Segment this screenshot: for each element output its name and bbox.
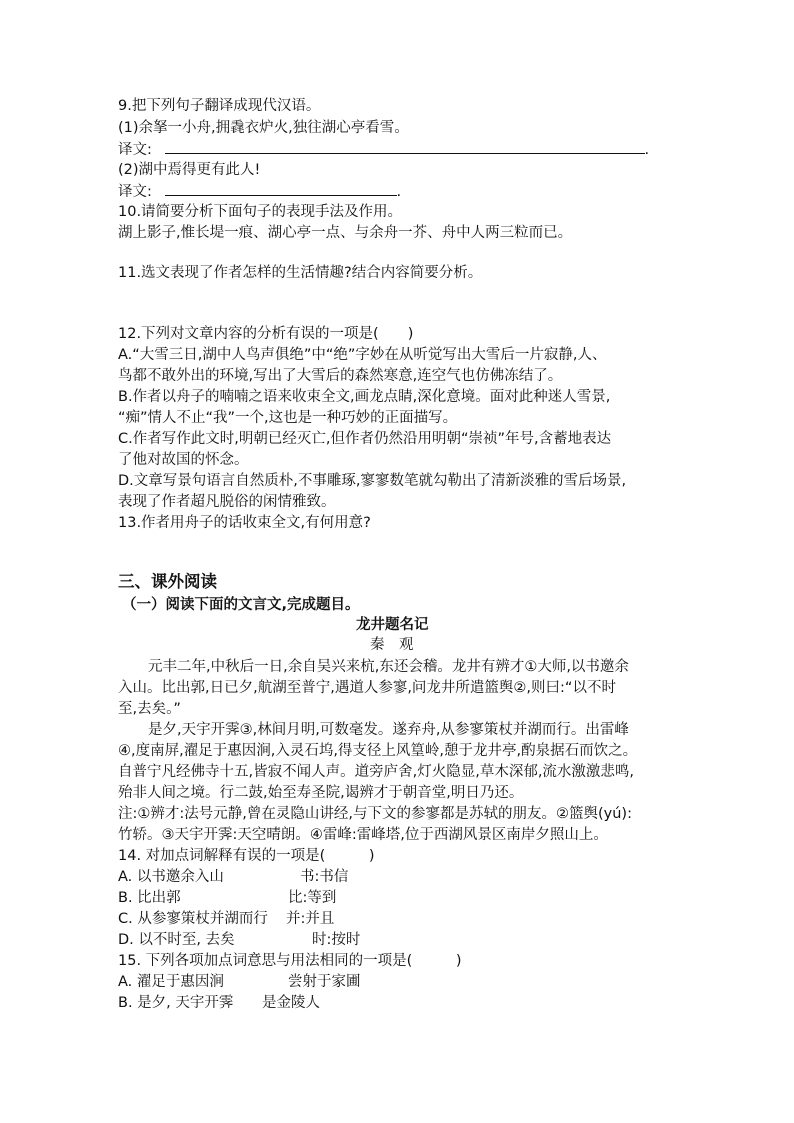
translate-end: .	[396, 184, 402, 200]
q14-option-a-gloss: 书:书信	[300, 869, 349, 885]
q15-option-a-pair: 尝射于家圃	[288, 974, 361, 990]
q15-option-b: B. 是夕, 天宇开霁	[118, 995, 234, 1011]
passage-p1-line1: 元丰二年,中秋后一日,余自吴兴来杭,东还会稽。龙井有辨才①大师,以书邀余	[148, 659, 629, 675]
passage-note-line1: 注:①辨才:法号元静,曾在灵隐山讲经,与下文的参寥都是苏轼的朋友。②篮舆(yú):	[118, 806, 632, 822]
q15-option-b-pair: 是金陵人	[262, 995, 320, 1011]
q14-option-c: C. 从参寥策杖并湖而行	[118, 911, 268, 927]
q14-option-b: B. 比出郭	[118, 890, 181, 906]
q12-option-a-cont: 鸟都不敢外出的环境,写出了大雪后的森然寒意,连空气也仿佛冻结了。	[118, 368, 563, 384]
passage-p1-line3: 至,去矣。”	[118, 701, 181, 717]
q14-option-b-gloss: 比:等到	[288, 890, 337, 906]
section-heading: 三、课外阅读	[118, 572, 217, 591]
translate-end: .	[644, 142, 650, 158]
q12-option-d: D.文章写景句语言自然质朴,不事雕琢,寥寥数笔就勾勒出了清新淡雅的雪后场景,	[118, 473, 627, 489]
passage-note-line2: 竹轿。③天宇开霁:天空晴朗。④雷峰:雷峰塔,位于西湖风景区南岸夕照山上。	[118, 827, 608, 843]
translate-label: 译文:	[118, 184, 152, 200]
q9-stem: 9.把下列句子翻译成现代汉语。	[118, 98, 321, 114]
q9-item1: (1)余拏一小舟,拥毳衣炉火,独往湖心亭看雪。	[118, 120, 409, 136]
answer-blank[interactable]	[165, 181, 397, 196]
q9-translate1	[118, 139, 649, 160]
q14-option-a: A. 以书邀余入山	[118, 869, 224, 885]
q12-option-a: A.“大雪三日,湖中人鸟声俱绝”中“绝”字妙在从听觉写出大雪后一片寂静,人、	[118, 347, 607, 363]
q15-option-a: A. 濯足于惠因涧	[118, 974, 224, 990]
q14-option-d: D. 以不时至, 去矣	[118, 932, 235, 948]
q12-option-c: C.作者写作此文时,明朝已经灭亡,但作者仍然沿用明朝“崇祯”年号,含蓄地表达	[118, 431, 612, 447]
answer-blank[interactable]	[165, 139, 645, 154]
q14-option-c-gloss: 并:并且	[286, 911, 335, 927]
q12-option-c-cont: 了他对故国的怀念。	[118, 452, 249, 468]
q12-option-b-cont: “痴”情人不止“我”一个,这也是一种巧妙的正面描写。	[118, 410, 458, 426]
q14-option-d-gloss: 时:按时	[312, 932, 361, 948]
q9-item2: (2)湖中焉得更有此人!	[118, 162, 261, 178]
q11-stem: 11.选文表现了作者怎样的生活情趣?结合内容简要分析。	[118, 265, 483, 281]
q14-stem: 14. 对加点词解释有误的一项是( )	[118, 848, 375, 864]
passage-p2-line3: 自普宁凡经佛寺十五,皆寂不闻人声。道旁庐舍,灯火隐显,草木深郁,流水激激悲鸣,	[118, 764, 635, 780]
passage-author: 秦 观	[370, 637, 414, 653]
q13-stem: 13.作者用舟子的话收束全文,有何用意?	[118, 515, 371, 531]
q10-quote: 湖上影子,惟长堤一痕、湖心亭一点、与余舟一芥、舟中人两三粒而已。	[118, 225, 573, 241]
passage-p1-line2: 入山。比出郭,日已夕,航湖至普宁,遇道人参寥,问龙井所遣篮舆②,则曰:“以不时	[118, 680, 616, 696]
q10-stem: 10.请简要分析下面句子的表现手法及作用。	[118, 204, 403, 220]
q12-stem: 12.下列对文章内容的分析有误的一项是( )	[118, 326, 414, 342]
section-subheading: （一）阅读下面的文言文,完成题目。	[122, 597, 360, 613]
passage-title: 龙井题名记	[356, 617, 429, 633]
q9-translate2	[118, 181, 401, 202]
q12-option-b: B.作者以舟子的喃喃之语来收束全文,画龙点睛,深化意境。面对此种迷人雪景,	[118, 389, 611, 405]
passage-p2-line4: 殆非人间之境。行二鼓,始至寿圣院,谒辨才于朝音堂,明日乃还。	[118, 785, 524, 801]
q12-option-d-cont: 表现了作者超凡脱俗的闲情雅致。	[118, 494, 336, 510]
passage-p2-line2: ④,度南屏,濯足于惠因涧,入灵石坞,得支径上风篁岭,憩于龙井亭,酌泉据石而饮之。	[118, 743, 638, 759]
translate-label: 译文:	[118, 142, 152, 158]
passage-p2-line1: 是夕,天宇开霁③,林间月明,可数毫发。遂弃舟,从参寥策杖并湖而行。出雷峰	[148, 722, 629, 738]
q15-stem: 15. 下列各项加点词意思与用法相同的一项是( )	[118, 953, 462, 969]
